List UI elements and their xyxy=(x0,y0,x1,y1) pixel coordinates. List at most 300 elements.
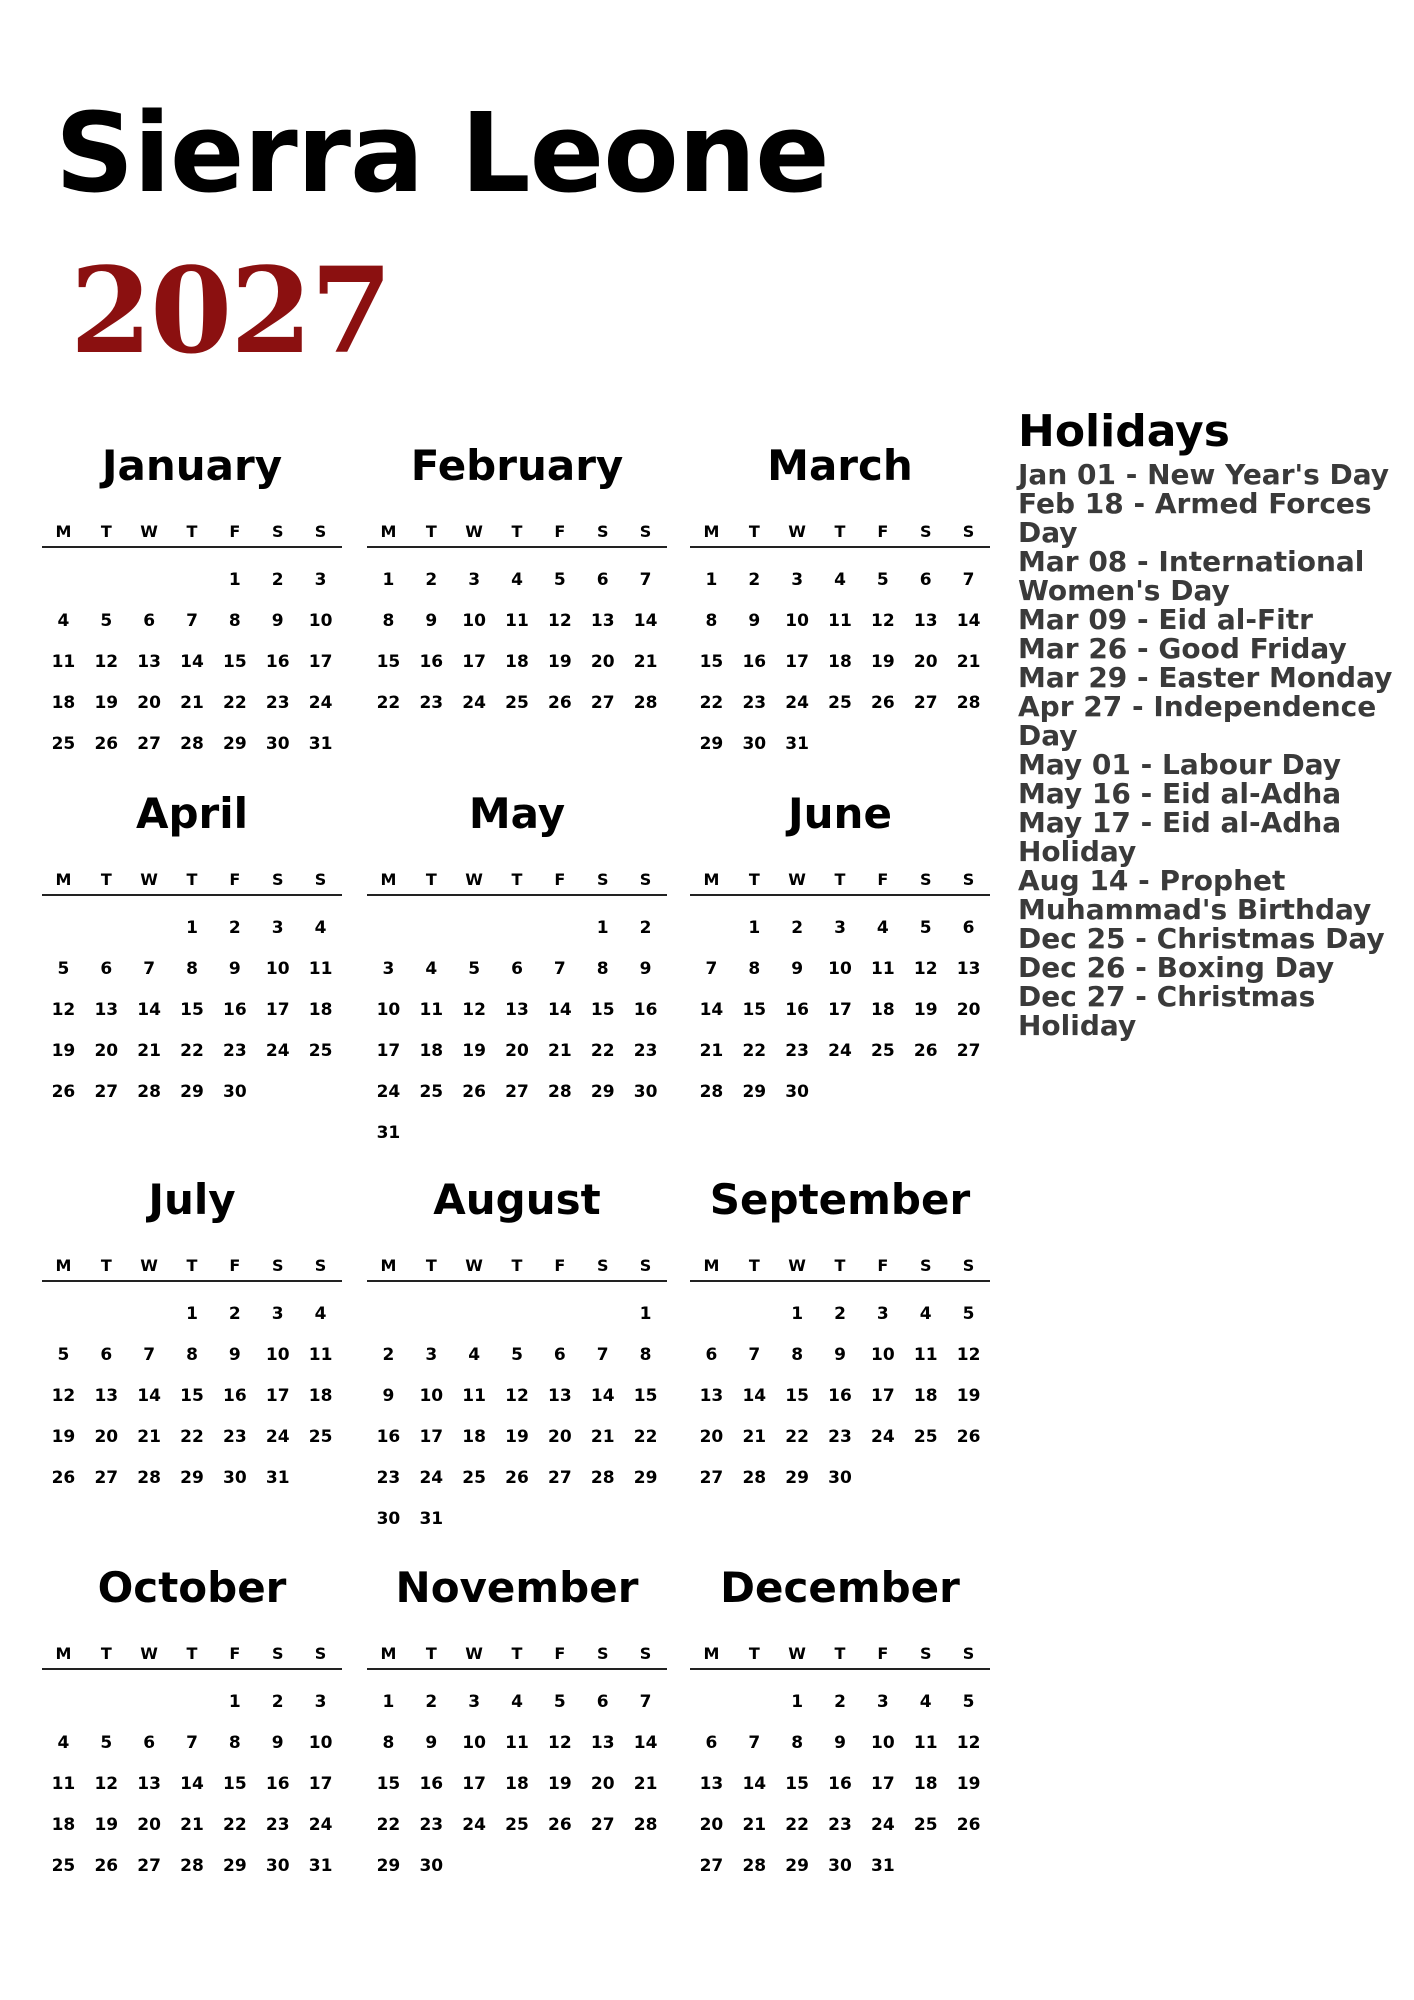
weekday-header xyxy=(690,518,990,548)
weekday-label: T xyxy=(834,522,846,541)
day-cell: 8 xyxy=(382,1733,395,1753)
day-cell: 11 xyxy=(828,611,852,631)
day-cell: 30 xyxy=(223,1468,247,1488)
day-cell: 11 xyxy=(913,1345,938,1365)
day-cell: 17 xyxy=(308,652,333,672)
day-cell: 14 xyxy=(742,1774,767,1794)
day-cell: 24 xyxy=(785,693,809,713)
day-cell: 20 xyxy=(913,652,938,672)
day-cell: 22 xyxy=(699,693,724,713)
weekday-header xyxy=(42,1640,342,1670)
day-cell: 23 xyxy=(223,1041,247,1061)
day-cell: 18 xyxy=(308,1386,333,1406)
weekday-label: M xyxy=(55,1644,72,1663)
day-cell: 29 xyxy=(223,734,247,754)
day-grid xyxy=(367,1682,667,1887)
day-cell: 23 xyxy=(265,1815,290,1835)
day-cell: 21 xyxy=(137,1427,161,1447)
day-cell: 7 xyxy=(748,1345,761,1365)
day-cell: 16 xyxy=(633,1000,658,1020)
day-cell: 28 xyxy=(633,693,658,713)
day-cell: 22 xyxy=(633,1427,658,1447)
holiday-item: Apr 27 - Independence Day xyxy=(1018,690,1377,752)
day-cell: 9 xyxy=(791,959,804,979)
weekday-label: T xyxy=(186,1256,198,1275)
day-cell: 16 xyxy=(265,652,290,672)
day-cell: 24 xyxy=(871,1815,895,1835)
day-cell: 30 xyxy=(376,1509,401,1529)
day-cell: 30 xyxy=(633,1082,658,1102)
month-name: November xyxy=(395,1563,639,1612)
day-cell: 10 xyxy=(462,611,486,631)
weekday-label: S xyxy=(271,522,284,541)
weekday-label: M xyxy=(55,1256,72,1275)
holiday-item: Dec 27 - Christmas Holiday xyxy=(1018,980,1316,1042)
day-cell: 5 xyxy=(553,1692,566,1712)
day-cell: 25 xyxy=(913,1427,938,1447)
day-cell: 14 xyxy=(180,652,204,672)
day-cell: 19 xyxy=(94,1815,119,1835)
day-cell: 4 xyxy=(314,918,327,938)
day-cell: 8 xyxy=(596,959,609,979)
day-cell: 9 xyxy=(271,1733,284,1753)
day-cell: 13 xyxy=(956,959,981,979)
month-september xyxy=(690,1172,990,1499)
day-cell: 20 xyxy=(505,1041,529,1061)
weekday-label: M xyxy=(703,1644,720,1663)
day-cell: 28 xyxy=(137,1468,161,1488)
day-cell: 30 xyxy=(265,734,290,754)
day-cell: 9 xyxy=(228,959,241,979)
weekday-label: W xyxy=(788,522,806,541)
weekday-label: F xyxy=(877,522,889,541)
day-cell: 5 xyxy=(100,1733,113,1753)
day-cell: 15 xyxy=(742,1000,767,1020)
day-cell: 23 xyxy=(828,1815,852,1835)
day-grid xyxy=(690,1682,990,1887)
month-may xyxy=(367,786,667,1154)
day-cell: 10 xyxy=(308,611,333,631)
day-cell: 20 xyxy=(590,1774,615,1794)
weekday-label: T xyxy=(511,870,523,889)
day-cell: 6 xyxy=(553,1345,566,1365)
day-cell: 27 xyxy=(590,1815,615,1835)
day-cell: 22 xyxy=(223,693,247,713)
day-cell: 26 xyxy=(462,1082,486,1102)
weekday-label: S xyxy=(314,1256,327,1275)
day-cell: 12 xyxy=(548,1733,572,1753)
weekday-label: T xyxy=(511,522,523,541)
day-grid xyxy=(367,908,667,1154)
day-cell: 14 xyxy=(742,1386,767,1406)
day-cell: 20 xyxy=(94,1041,119,1061)
day-cell: 1 xyxy=(186,1304,198,1324)
day-cell: 29 xyxy=(180,1082,204,1102)
day-cell: 20 xyxy=(956,1000,981,1020)
weekday-label: S xyxy=(962,870,975,889)
weekday-label: T xyxy=(748,1256,760,1275)
weekday-label: T xyxy=(511,1644,523,1663)
day-cell: 2 xyxy=(748,570,761,590)
day-cell: 8 xyxy=(228,1733,241,1753)
weekday-label: S xyxy=(596,522,609,541)
weekday-label: F xyxy=(554,1644,566,1663)
day-cell: 8 xyxy=(639,1345,652,1365)
day-cell: 16 xyxy=(376,1427,401,1447)
weekday-label: S xyxy=(962,522,975,541)
weekday-label: S xyxy=(271,1644,284,1663)
day-cell: 18 xyxy=(505,652,529,672)
day-cell: 12 xyxy=(51,1386,76,1406)
day-cell: 25 xyxy=(828,693,852,713)
weekday-label: S xyxy=(919,870,932,889)
day-cell: 17 xyxy=(871,1774,895,1794)
day-cell: 26 xyxy=(548,693,572,713)
day-cell: 10 xyxy=(785,611,809,631)
day-cell: 18 xyxy=(51,693,76,713)
weekday-header xyxy=(42,866,342,896)
day-cell: 24 xyxy=(308,693,333,713)
day-cell: 21 xyxy=(742,1427,767,1447)
day-cell: 11 xyxy=(308,1345,333,1365)
weekday-label: T xyxy=(100,870,112,889)
day-cell: 4 xyxy=(314,1304,327,1324)
day-cell: 2 xyxy=(834,1304,846,1324)
day-cell: 20 xyxy=(137,1815,161,1835)
weekday-label: M xyxy=(55,522,72,541)
day-cell: 1 xyxy=(596,918,609,938)
day-cell: 9 xyxy=(382,1386,395,1406)
weekday-label: F xyxy=(554,1256,566,1275)
day-cell: 16 xyxy=(419,1774,444,1794)
day-cell: 22 xyxy=(376,693,401,713)
day-cell: 15 xyxy=(785,1386,809,1406)
day-cell: 3 xyxy=(425,1345,438,1365)
day-cell: 25 xyxy=(51,1856,76,1876)
day-cell: 9 xyxy=(425,1733,438,1753)
day-cell: 27 xyxy=(956,1041,981,1061)
day-cell: 19 xyxy=(94,693,119,713)
day-cell: 7 xyxy=(705,959,718,979)
day-cell: 14 xyxy=(956,611,981,631)
weekday-header xyxy=(690,866,990,896)
weekday-label: S xyxy=(639,1644,652,1663)
weekday-label: S xyxy=(596,1256,609,1275)
weekday-label: T xyxy=(425,522,437,541)
day-cell: 13 xyxy=(699,1386,724,1406)
month-name: March xyxy=(767,441,913,490)
day-cell: 4 xyxy=(919,1692,932,1712)
day-cell: 2 xyxy=(271,1692,284,1712)
day-cell: 8 xyxy=(382,611,395,631)
day-cell: 21 xyxy=(180,693,204,713)
weekday-label: T xyxy=(834,870,846,889)
day-cell: 12 xyxy=(94,1774,119,1794)
day-cell: 10 xyxy=(871,1345,895,1365)
day-cell: 24 xyxy=(265,1427,290,1447)
day-cell: 28 xyxy=(699,1082,724,1102)
day-cell: 1 xyxy=(382,1692,395,1712)
month-december xyxy=(690,1560,990,1887)
day-cell: 8 xyxy=(228,611,241,631)
day-cell: 14 xyxy=(548,1000,572,1020)
weekday-label: W xyxy=(788,1644,806,1663)
day-cell: 8 xyxy=(791,1733,804,1753)
day-cell: 3 xyxy=(791,570,804,590)
day-cell: 19 xyxy=(51,1041,76,1061)
day-cell: 19 xyxy=(548,652,572,672)
day-cell: 28 xyxy=(548,1082,572,1102)
day-cell: 22 xyxy=(180,1041,204,1061)
day-cell: 27 xyxy=(548,1468,572,1488)
day-cell: 19 xyxy=(548,1774,572,1794)
day-cell: 30 xyxy=(223,1082,247,1102)
day-cell: 17 xyxy=(265,1000,290,1020)
day-cell: 26 xyxy=(548,1815,572,1835)
holiday-item: May 17 - Eid al-Adha Holiday xyxy=(1018,806,1342,868)
weekday-label: W xyxy=(140,870,158,889)
month-name: July xyxy=(148,1175,236,1224)
day-cell: 15 xyxy=(376,652,401,672)
day-cell: 24 xyxy=(828,1041,852,1061)
day-cell: 2 xyxy=(425,570,438,590)
day-cell: 6 xyxy=(100,959,113,979)
day-cell: 27 xyxy=(699,1468,724,1488)
day-cell: 6 xyxy=(962,918,975,938)
day-cell: 25 xyxy=(308,1427,333,1447)
day-cell: 4 xyxy=(57,611,70,631)
day-cell: 17 xyxy=(308,1774,333,1794)
day-cell: 6 xyxy=(100,1345,113,1365)
weekday-label: T xyxy=(425,870,437,889)
weekday-label: W xyxy=(788,870,806,889)
month-july xyxy=(42,1172,342,1499)
day-cell: 10 xyxy=(265,959,290,979)
day-cell: 17 xyxy=(376,1041,401,1061)
day-grid xyxy=(367,1294,667,1540)
holiday-item: Feb 18 - Armed Forces Day xyxy=(1018,487,1372,549)
day-cell: 5 xyxy=(553,570,566,590)
month-name: April xyxy=(135,789,249,838)
day-cell: 2 xyxy=(425,1692,438,1712)
weekday-label: T xyxy=(425,1644,437,1663)
day-cell: 7 xyxy=(748,1733,761,1753)
weekday-label: M xyxy=(380,1256,397,1275)
weekday-header xyxy=(690,1252,990,1282)
day-cell: 5 xyxy=(100,611,113,631)
day-cell: 10 xyxy=(419,1386,444,1406)
day-cell: 25 xyxy=(308,1041,333,1061)
weekday-label: S xyxy=(639,870,652,889)
day-cell: 28 xyxy=(180,734,204,754)
day-cell: 18 xyxy=(308,1000,333,1020)
day-cell: 13 xyxy=(913,611,938,631)
day-cell: 18 xyxy=(913,1774,938,1794)
day-cell: 23 xyxy=(633,1041,658,1061)
day-cell: 13 xyxy=(590,1733,615,1753)
weekday-label: T xyxy=(748,870,760,889)
month-november xyxy=(367,1560,667,1887)
day-cell: 18 xyxy=(913,1386,938,1406)
day-cell: 13 xyxy=(505,1000,529,1020)
day-cell: 28 xyxy=(742,1468,767,1488)
month-april xyxy=(42,786,342,1113)
weekday-label: F xyxy=(877,1256,889,1275)
day-cell: 31 xyxy=(871,1856,895,1876)
day-cell: 19 xyxy=(913,1000,938,1020)
day-cell: 16 xyxy=(265,1774,290,1794)
day-cell: 8 xyxy=(705,611,718,631)
day-cell: 4 xyxy=(57,1733,70,1753)
month-name: October xyxy=(97,1563,287,1612)
day-cell: 20 xyxy=(699,1815,724,1835)
day-cell: 18 xyxy=(828,652,852,672)
day-cell: 29 xyxy=(633,1468,658,1488)
month-june xyxy=(690,786,990,1113)
day-cell: 5 xyxy=(876,570,889,590)
day-cell: 29 xyxy=(223,1856,247,1876)
day-cell: 16 xyxy=(828,1386,852,1406)
day-cell: 24 xyxy=(308,1815,333,1835)
weekday-label: W xyxy=(465,522,483,541)
holiday-item: Dec 25 - Christmas Day xyxy=(1018,922,1385,955)
day-grid xyxy=(690,1294,990,1499)
day-cell: 16 xyxy=(742,652,767,672)
day-cell: 13 xyxy=(137,652,161,672)
month-october xyxy=(42,1560,342,1887)
day-cell: 11 xyxy=(51,1774,76,1794)
weekday-label: W xyxy=(465,1256,483,1275)
day-cell: 1 xyxy=(228,570,241,590)
day-cell: 22 xyxy=(785,1427,809,1447)
day-cell: 11 xyxy=(462,1386,486,1406)
day-cell: 1 xyxy=(791,1304,804,1324)
holiday-item: Mar 26 - Good Friday xyxy=(1018,632,1347,665)
day-cell: 1 xyxy=(186,918,198,938)
day-cell: 5 xyxy=(468,959,481,979)
holiday-item: Jan 01 - New Year's Day xyxy=(1018,458,1390,491)
day-cell: 31 xyxy=(376,1123,401,1143)
day-cell: 6 xyxy=(143,1733,156,1753)
day-cell: 19 xyxy=(956,1386,981,1406)
day-cell: 24 xyxy=(265,1041,290,1061)
day-cell: 4 xyxy=(919,1304,932,1324)
day-cell: 13 xyxy=(548,1386,572,1406)
day-cell: 1 xyxy=(791,1692,804,1712)
day-cell: 14 xyxy=(699,1000,724,1020)
day-cell: 15 xyxy=(699,652,724,672)
day-cell: 14 xyxy=(633,611,658,631)
day-cell: 29 xyxy=(699,734,724,754)
day-cell: 21 xyxy=(137,1041,161,1061)
day-cell: 13 xyxy=(590,611,615,631)
day-cell: 15 xyxy=(223,652,247,672)
day-cell: 17 xyxy=(462,652,486,672)
day-cell: 31 xyxy=(308,734,333,754)
weekday-label: S xyxy=(314,1644,327,1663)
day-cell: 23 xyxy=(419,1815,444,1835)
day-cell: 4 xyxy=(468,1345,481,1365)
day-cell: 4 xyxy=(425,959,438,979)
day-cell: 9 xyxy=(639,959,652,979)
day-cell: 19 xyxy=(51,1427,76,1447)
day-cell: 4 xyxy=(511,1692,523,1712)
day-cell: 16 xyxy=(828,1774,852,1794)
weekday-label: W xyxy=(465,1644,483,1663)
weekday-header xyxy=(367,866,667,896)
day-cell: 20 xyxy=(94,1427,119,1447)
day-cell: 14 xyxy=(590,1386,615,1406)
day-cell: 27 xyxy=(699,1856,724,1876)
month-january xyxy=(42,438,342,765)
day-cell: 25 xyxy=(505,1815,529,1835)
day-cell: 16 xyxy=(419,652,444,672)
day-cell: 7 xyxy=(639,1692,652,1712)
day-cell: 9 xyxy=(748,611,761,631)
day-cell: 8 xyxy=(186,1345,198,1365)
holidays-title: Holidays xyxy=(1018,406,1230,457)
page-title: Sierra Leone xyxy=(55,89,829,217)
weekday-label: M xyxy=(380,522,397,541)
day-cell: 5 xyxy=(57,959,70,979)
day-cell: 23 xyxy=(828,1427,852,1447)
day-cell: 21 xyxy=(633,1774,658,1794)
day-cell: 15 xyxy=(180,1386,204,1406)
weekday-label: T xyxy=(425,1256,437,1275)
day-cell: 16 xyxy=(223,1000,247,1020)
day-cell: 26 xyxy=(956,1427,981,1447)
day-cell: 3 xyxy=(834,918,846,938)
day-cell: 18 xyxy=(462,1427,486,1447)
day-cell: 8 xyxy=(186,959,198,979)
day-cell: 7 xyxy=(962,570,975,590)
day-cell: 10 xyxy=(265,1345,290,1365)
day-cell: 30 xyxy=(828,1856,852,1876)
day-cell: 7 xyxy=(639,570,652,590)
day-cell: 11 xyxy=(913,1733,938,1753)
day-cell: 28 xyxy=(180,1856,204,1876)
day-cell: 26 xyxy=(913,1041,938,1061)
weekday-label: S xyxy=(919,1644,932,1663)
weekday-label: T xyxy=(748,1644,760,1663)
weekday-header xyxy=(367,1640,667,1670)
day-cell: 23 xyxy=(785,1041,809,1061)
day-grid xyxy=(690,908,990,1113)
day-cell: 10 xyxy=(871,1733,895,1753)
day-cell: 16 xyxy=(223,1386,247,1406)
day-cell: 15 xyxy=(590,1000,615,1020)
weekday-label: W xyxy=(140,1644,158,1663)
day-cell: 14 xyxy=(137,1386,161,1406)
day-cell: 26 xyxy=(956,1815,981,1835)
day-cell: 18 xyxy=(505,1774,529,1794)
weekday-label: F xyxy=(229,1644,241,1663)
day-cell: 24 xyxy=(462,693,486,713)
day-cell: 2 xyxy=(791,918,804,938)
month-august xyxy=(367,1172,667,1540)
weekday-label: S xyxy=(639,522,652,541)
day-cell: 14 xyxy=(633,1733,658,1753)
weekday-label: M xyxy=(703,522,720,541)
weekday-label: F xyxy=(877,1644,889,1663)
day-cell: 13 xyxy=(94,1000,119,1020)
day-cell: 11 xyxy=(419,1000,444,1020)
weekday-label: F xyxy=(877,870,889,889)
day-cell: 17 xyxy=(871,1386,895,1406)
day-cell: 25 xyxy=(505,693,529,713)
day-cell: 13 xyxy=(94,1386,119,1406)
day-cell: 6 xyxy=(596,570,609,590)
